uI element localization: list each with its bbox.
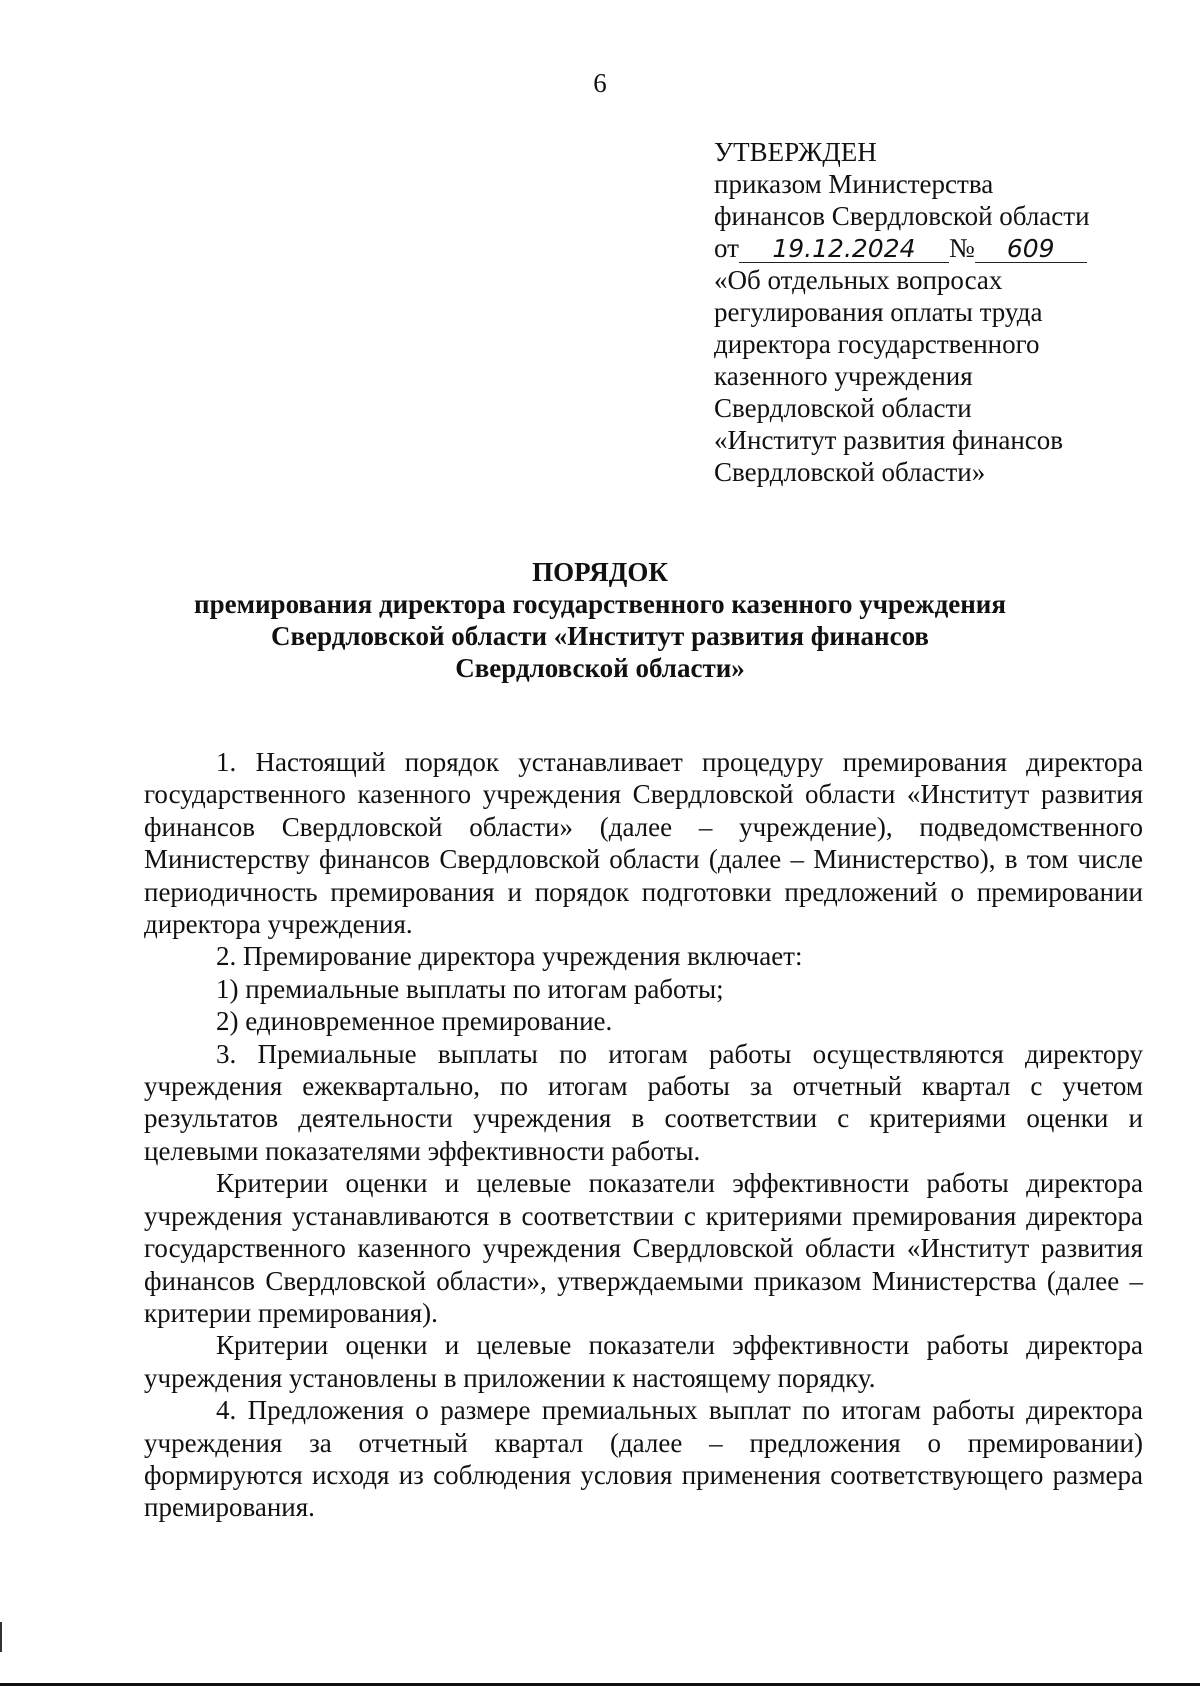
approval-line-2: финансов Свердловской области xyxy=(714,201,1090,231)
approval-subject-line: «Об отдельных вопросах xyxy=(714,265,1003,295)
approval-subject-line: Свердловской области xyxy=(714,393,972,423)
approval-subject-line: Свердловской области» xyxy=(714,457,986,487)
page-number: 6 xyxy=(593,68,607,98)
paragraph: Критерии оценки и целевые показатели эффективности работы директора учреждения установлены в приложении к настоящему порядку. xyxy=(144,1330,1143,1393)
order-number: 609 xyxy=(975,236,1087,263)
title-line: премирования директора государственного казенного учреждения xyxy=(194,589,1006,619)
approval-subject-line: «Институт развития финансов xyxy=(714,425,1063,455)
paragraph: 4. Предложения о размере премиальных выплат по итогам работы директора учреждения за отчетный квартал (далее – предложения о премировании) формируются исходя из соблюдения условия применения соответствующего размера премирования. xyxy=(144,1395,1143,1523)
order-reference xyxy=(714,232,1184,264)
document-title xyxy=(0,556,1200,684)
order-date-prefix: от xyxy=(714,233,739,263)
approval-heading: УТВЕРЖДЕН xyxy=(714,137,877,167)
order-date: 19.12.2024 xyxy=(739,236,949,263)
approval-subject-line: директора государственного xyxy=(714,329,1040,359)
paragraph: Критерии оценки и целевые показатели эффективности работы директора учреждения устанавливаются в соответствии с критериями премирования директора государственного казенного учреждения Свердловской области «Институт развития финансов Свердловской области», утверждаемыми приказом Министерства (далее – критерии премирования). xyxy=(144,1168,1143,1328)
title-line: Свердловской области «Институт развития финансов xyxy=(271,621,929,651)
paragraph: 2) единовременное премирование. xyxy=(216,1006,613,1037)
approval-stamp xyxy=(714,136,1184,488)
order-number-label: № xyxy=(948,233,975,263)
scan-edge-mark xyxy=(0,1622,2,1652)
approval-line-1: приказом Министерства xyxy=(714,169,994,199)
title-main: ПОРЯДОК xyxy=(532,557,668,587)
paragraph: 2. Премирование директора учреждения включает: xyxy=(216,941,803,972)
title-line: Свердловской области» xyxy=(455,653,745,683)
approval-subject-line: регулирования оплаты труда xyxy=(714,297,1043,327)
paragraph: 1) премиальные выплаты по итогам работы; xyxy=(216,973,724,1004)
paragraph: 3. Премиальные выплаты по итогам работы осуществляются директору учреждения ежеквартально, по итогам работы за отчетный квартал с учетом результатов деятельности учреждения в соответствии с критериями оценки и целевыми показателями эффективности работы. xyxy=(144,1038,1143,1166)
document-body xyxy=(144,746,1143,1524)
paragraph: 1. Настоящий порядок устанавливает процедуру премирования директора государственного казенного учреждения Свердловской области «Институт развития финансов Свердловской области» (далее – учреждение), подведомственного Министерству финансов Свердловской области (далее – Министерство), в том числе периодичность премирования и порядок подготовки предложений о премировании директора учреждения. xyxy=(144,747,1143,940)
approval-subject-line: казенного учреждения xyxy=(714,361,973,391)
